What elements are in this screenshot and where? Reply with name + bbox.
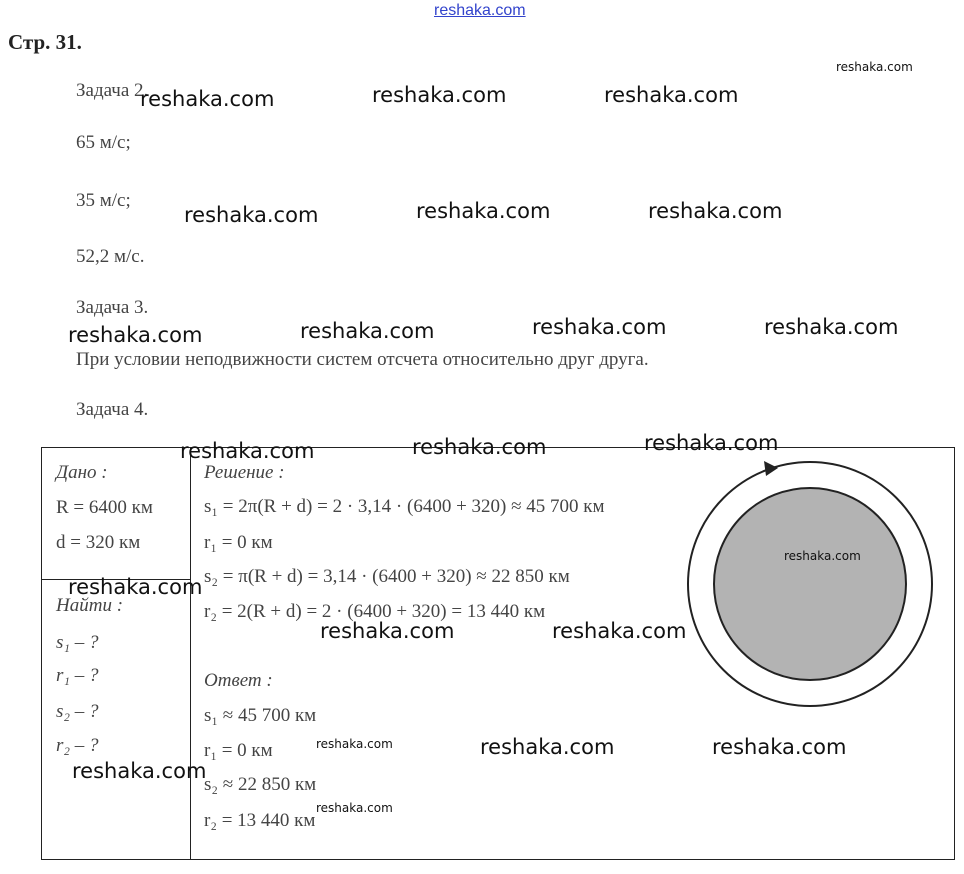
task2-answer-2: 35 м/с; — [76, 190, 131, 211]
page-title: Стр. 31. — [8, 30, 82, 54]
watermark: reshaka.com — [184, 203, 319, 227]
planet-circle — [714, 488, 906, 680]
watermark: reshaka.com — [316, 801, 393, 815]
site-link[interactable]: reshaka.com — [434, 2, 526, 19]
watermark: reshaka.com — [532, 315, 667, 339]
solution-line: r₁ = 0 км — [204, 532, 273, 553]
find-item: r₂ – ? — [56, 735, 99, 756]
orbit-arrow-icon — [764, 461, 778, 476]
task3-title: Задача 3. — [76, 297, 149, 318]
watermark: reshaka.com — [300, 319, 435, 343]
watermark: reshaka.com — [604, 83, 739, 107]
given-item: R = 6400 км — [56, 497, 153, 518]
task2-answer-1: 65 м/с; — [76, 132, 131, 153]
answer-line: s₁ ≈ 45 700 км — [204, 705, 317, 726]
answer-line: s₂ ≈ 22 850 км — [204, 774, 317, 795]
task2-title: Задача 2. — [76, 80, 149, 101]
answer-line: r₁ = 0 км — [204, 740, 273, 761]
given-item: d = 320 км — [56, 532, 141, 553]
watermark: reshaka.com — [644, 431, 779, 455]
watermark: reshaka.com — [316, 737, 393, 751]
table-divider-vertical — [190, 448, 191, 860]
find-item: r₁ – ? — [56, 665, 99, 686]
watermark: reshaka.com — [712, 735, 847, 759]
answer-label: Ответ : — [204, 670, 273, 691]
solution-line: s₂ = π(R + d) = 3,14 · (6400 + 320) ≈ 22 850 км — [204, 566, 570, 587]
find-item: s₂ – ? — [56, 701, 99, 722]
find-label: Найти : — [56, 595, 124, 616]
watermark: reshaka.com — [648, 199, 783, 223]
watermark: reshaka.com — [412, 435, 547, 459]
watermark: reshaka.com — [68, 323, 203, 347]
watermark: reshaka.com — [140, 87, 275, 111]
given-label: Дано : — [56, 462, 108, 483]
watermark: reshaka.com — [372, 83, 507, 107]
watermark: reshaka.com — [320, 619, 455, 643]
watermark: reshaka.com — [552, 619, 687, 643]
watermark: reshaka.com — [784, 549, 861, 563]
solution-line: s₁ = 2π(R + d) = 2 · 3,14 · (6400 + 320) ≈ 45 700 км — [204, 496, 605, 517]
orbit-diagram — [684, 458, 936, 710]
task4-title: Задача 4. — [76, 399, 149, 420]
watermark: reshaka.com — [180, 439, 315, 463]
task3-answer: При условии неподвижности систем отсчета относительно друг друга. — [76, 349, 649, 370]
watermark: reshaka.com — [836, 60, 913, 74]
watermark: reshaka.com — [72, 759, 207, 783]
watermark: reshaka.com — [764, 315, 899, 339]
solution-label: Решение : — [204, 462, 285, 483]
watermark: reshaka.com — [480, 735, 615, 759]
solution-line: r₂ = 2(R + d) = 2 · (6400 + 320) = 13 440 км — [204, 601, 546, 622]
task2-answer-3: 52,2 м/с. — [76, 246, 145, 267]
watermark: reshaka.com — [68, 575, 203, 599]
watermark: reshaka.com — [416, 199, 551, 223]
find-item: s₁ – ? — [56, 632, 99, 653]
answer-line: r₂ = 13 440 км — [204, 810, 316, 831]
